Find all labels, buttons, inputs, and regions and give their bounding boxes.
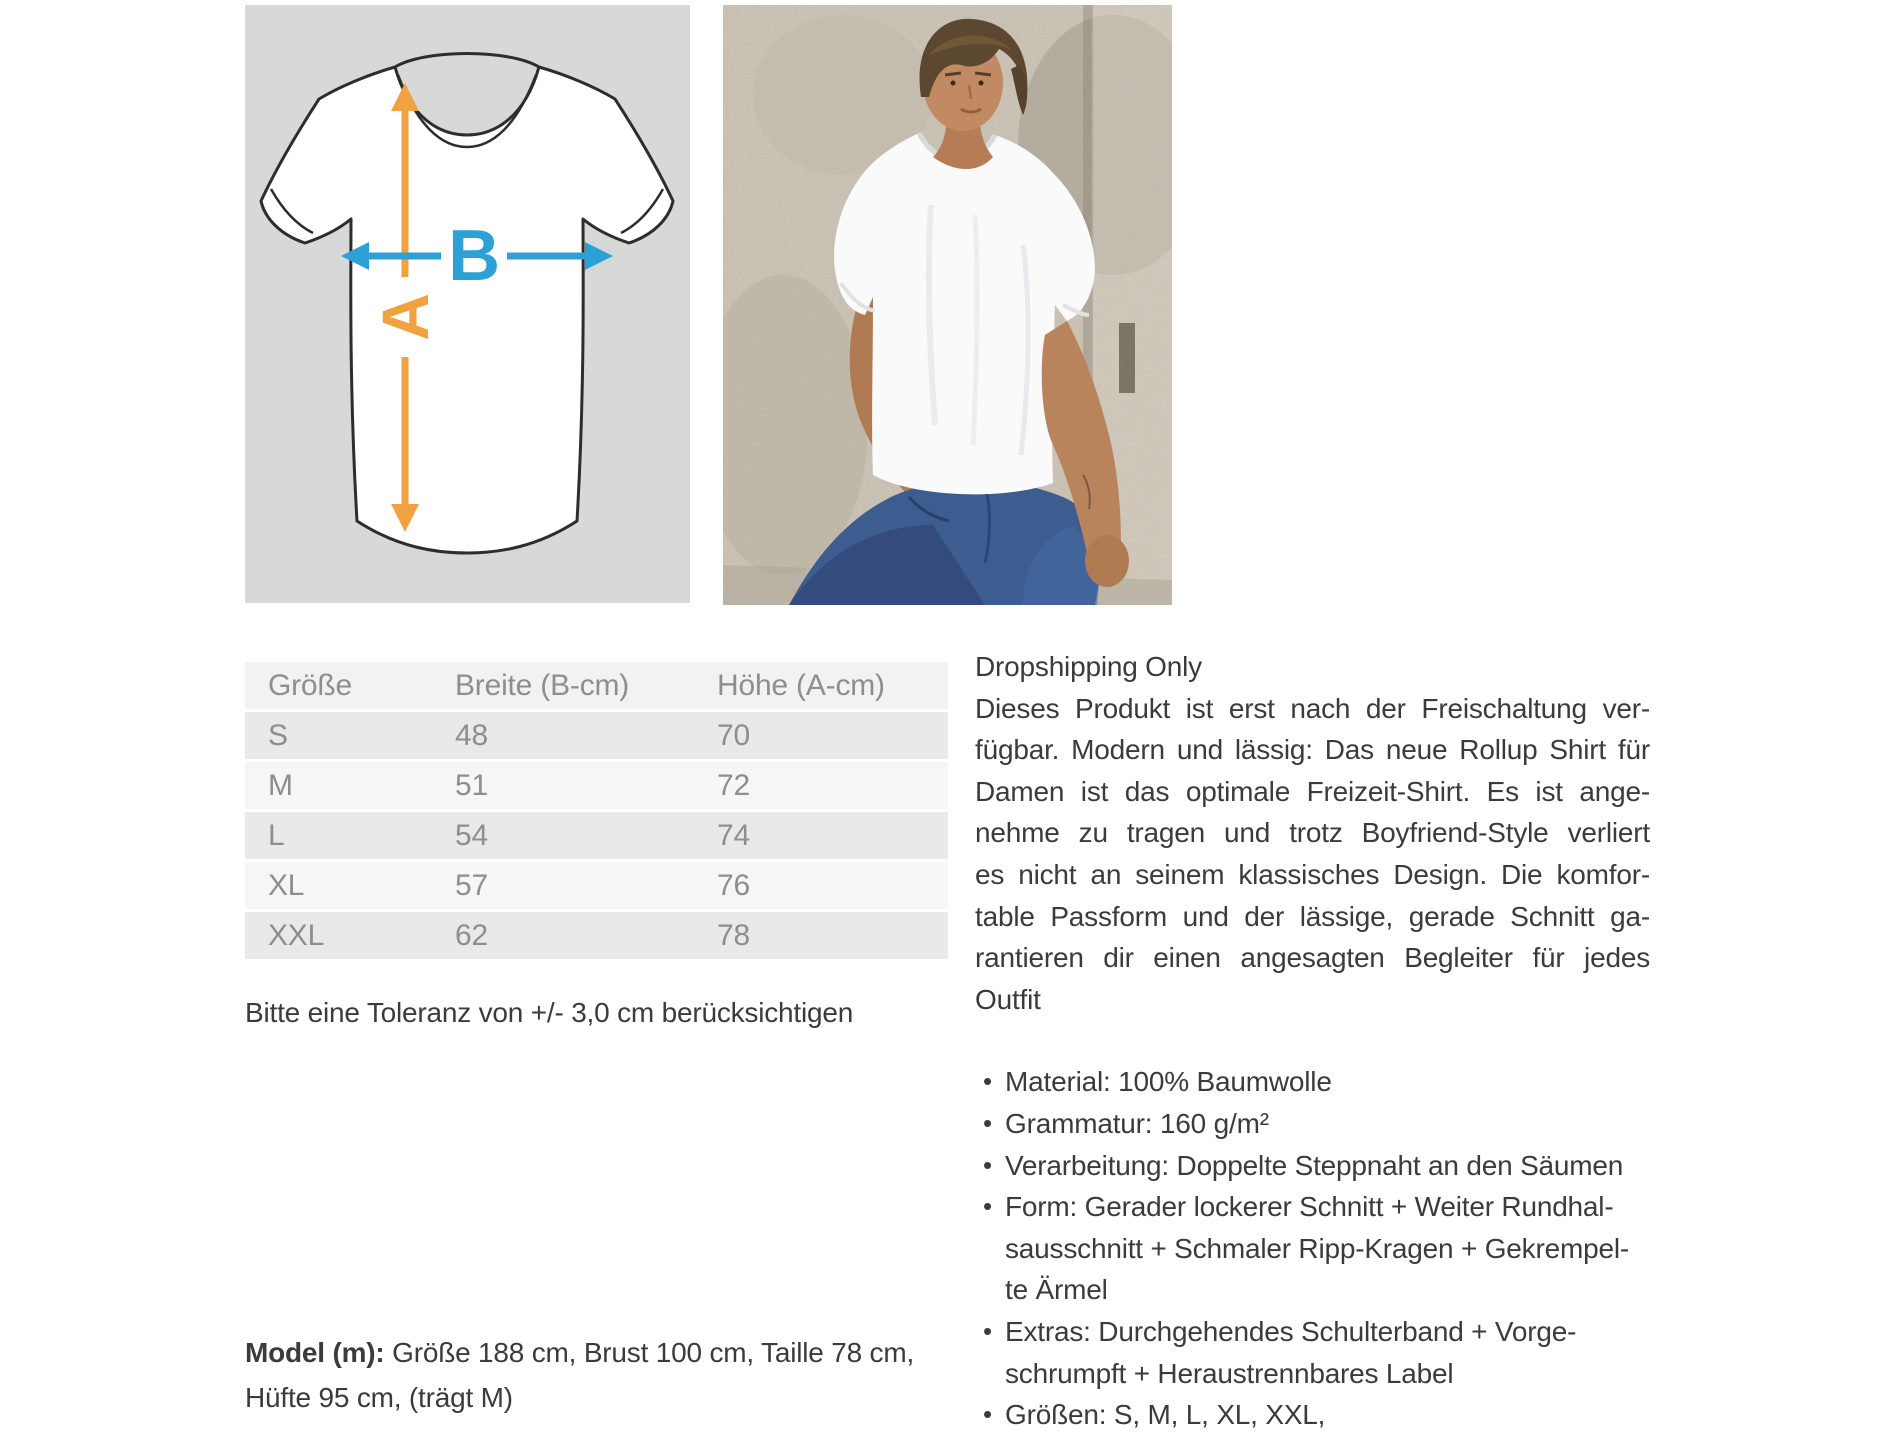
table-row — [245, 712, 948, 759]
paragraph-line: nehme zu tragen und trotz Boyfriend-Style verliert — [975, 817, 1650, 849]
bullet-icon — [975, 1269, 1005, 1311]
table-row — [245, 912, 948, 959]
tshirt-measurement-drawing — [245, 5, 690, 603]
feature-list-line: • Verarbeitung: Doppelte Steppnaht an den Säumen — [975, 1145, 1650, 1187]
cell-hoehe: 74 — [717, 818, 750, 852]
feature-list-line: • Form: Gerader lockerer Schnitt + Weiter Rundhal- — [975, 1186, 1650, 1228]
model-measurements-note — [245, 1330, 1005, 1420]
bullet-icon: • — [983, 1315, 992, 1346]
size-table-header — [245, 662, 948, 709]
description-paragraph — [975, 688, 1650, 1021]
bullet-icon: • — [983, 1149, 992, 1180]
column-header-groesse: Größe — [268, 668, 353, 702]
table-row — [245, 862, 948, 909]
cell-breite: 51 — [455, 768, 488, 802]
cell-size: M — [268, 768, 293, 802]
model-photo-drawing — [723, 5, 1172, 605]
cell-breite: 57 — [455, 868, 488, 902]
label-a: A — [368, 293, 442, 341]
paragraph-line: Dieses Produkt ist erst nach der Freischaltung ver- — [975, 692, 1650, 724]
cell-hoehe: 78 — [717, 918, 750, 952]
eyebrow — [945, 73, 961, 75]
paragraph-line: fügbar. Modern und lässig: Das neue Rollup Shirt für — [975, 734, 1650, 766]
size-table-body — [245, 712, 948, 959]
eye — [979, 81, 984, 86]
model-photo — [723, 5, 1172, 605]
size-diagram — [245, 5, 690, 603]
cell-hoehe: 72 — [717, 768, 750, 802]
cell-hoehe: 76 — [717, 868, 750, 902]
bullet-icon: • — [983, 1066, 992, 1097]
cell-breite: 62 — [455, 918, 488, 952]
eye — [951, 81, 956, 86]
model-note-line1: Model (m): Größe 188 cm, Brust 100 cm, Taille 78 cm, — [245, 1337, 915, 1368]
table-row — [245, 762, 948, 809]
table-row — [245, 812, 948, 859]
product-description — [975, 646, 1650, 1436]
paragraph-line: Damen ist das optimale Freizeit-Shirt. Es ist ange- — [975, 775, 1650, 807]
paragraph-line: rantieren dir einen angesagten Begleiter für jedes — [975, 942, 1650, 974]
column-header-breite: Breite (B-cm) — [455, 668, 630, 702]
feature-list-line: te Ärmel — [975, 1269, 1650, 1311]
model-note-label: Model (m): — [245, 1337, 385, 1368]
bullet-icon: • — [983, 1399, 992, 1430]
feature-list-line: sausschnitt + Schmaler Ripp-Kragen + Gekrempel- — [975, 1228, 1650, 1270]
cell-size: S — [268, 718, 288, 752]
tolerance-note: Bitte eine Toleranz von +/- 3,0 cm berücksichtigen — [245, 997, 854, 1028]
model-note-line2: Hüfte 95 cm, (trägt M) — [245, 1382, 513, 1413]
feature-list-line: • Grammatur: 160 g/m² — [975, 1103, 1650, 1145]
feature-list-line: schrumpft + Heraustrennbares Label — [975, 1353, 1650, 1395]
right-hand — [1085, 535, 1129, 587]
feature-list-line: • Extras: Durchgehendes Schulterband + Vorge- — [975, 1311, 1650, 1353]
bullet-icon — [975, 1353, 1005, 1395]
paragraph-line: es nicht an seinem klassisches Design. Die komfor- — [975, 858, 1650, 890]
description-title: Dropshipping Only — [975, 651, 1202, 682]
label-b: B — [448, 216, 500, 296]
column-header-hoehe: Höhe (A-cm) — [717, 668, 885, 702]
feature-list-line: • Material: 100% Baumwolle — [975, 1061, 1650, 1103]
eyebrow — [975, 73, 991, 75]
cell-size: XL — [268, 868, 305, 902]
feature-list — [975, 1061, 1650, 1435]
feature-list-line: • Größen: S, M, L, XL, XXL, — [975, 1394, 1650, 1436]
bullet-icon — [975, 1228, 1005, 1270]
cell-hoehe: 70 — [717, 718, 750, 752]
size-table — [245, 662, 948, 962]
cell-breite: 54 — [455, 818, 488, 852]
paragraph-line: Outfit — [975, 983, 1041, 1015]
bullet-icon: • — [983, 1107, 992, 1138]
cell-size: XXL — [268, 918, 325, 952]
cell-size: L — [268, 818, 285, 852]
paragraph-line: table Passform und der lässige, gerade Schnitt ga- — [975, 900, 1650, 932]
cell-breite: 48 — [455, 718, 488, 752]
bullet-icon: • — [983, 1191, 992, 1222]
